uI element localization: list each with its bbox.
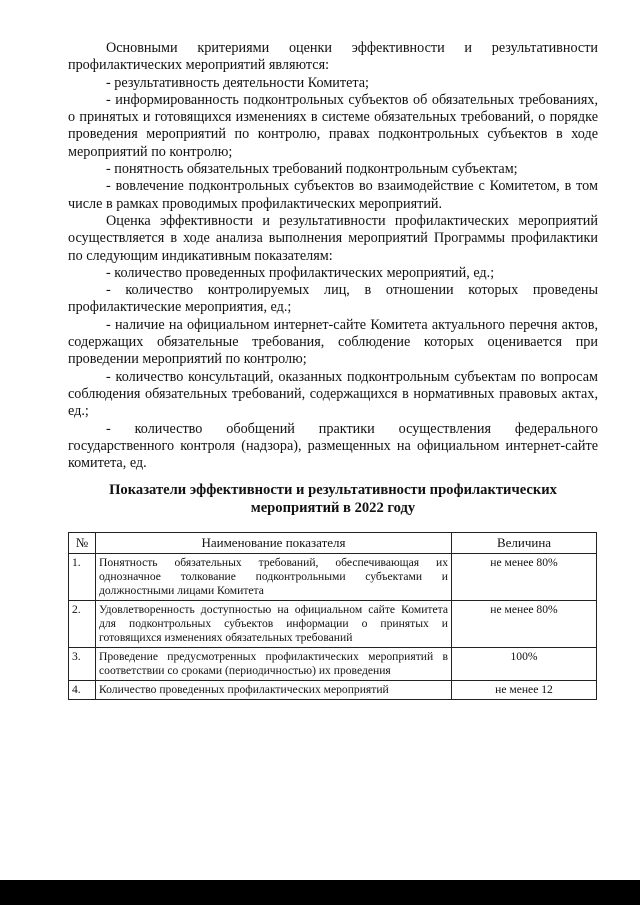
row-value: не менее 80% <box>452 601 597 648</box>
body-paragraph: - понятность обязательных требований подконтрольным субъектам; <box>106 161 518 178</box>
row-value: не менее 80% <box>452 554 597 601</box>
body-paragraph: - количество контролируемых лиц, в отношении которых проведены профилактические мероприятия, ед.; <box>68 282 598 316</box>
header-indicator-name: Наименование показателя <box>96 533 452 554</box>
row-value: 100% <box>452 648 597 681</box>
row-number: 1. <box>69 554 96 601</box>
header-number: № <box>69 533 96 554</box>
row-indicator-name: Количество проведенных профилактических мероприятий <box>96 681 452 700</box>
table-row <box>69 648 597 681</box>
scan-bottom-border <box>0 880 640 905</box>
indicators-table <box>68 532 597 700</box>
row-indicator-name: Удовлетворенность доступностью на официальном сайте Комитета для подконтрольных субъектов информации о принятых и готовящихся изменениях обязательных требований <box>96 601 452 648</box>
table-header-row <box>69 533 597 554</box>
row-indicator-name: Проведение предусмотренных профилактических мероприятий в соответствии со сроками (периодичностью) их проведения <box>96 648 452 681</box>
body-paragraph: Основными критериями оценки эффективности и результативности профилактических мероприятий являются: <box>68 40 598 74</box>
row-number: 4. <box>69 681 96 700</box>
header-value: Величина <box>452 533 597 554</box>
row-value: не менее 12 <box>452 681 597 700</box>
body-text <box>68 40 598 472</box>
row-indicator-name: Понятность обязательных требований, обеспечивающая их однозначное толкование подконтрольными субъектами и должностными лицами Комитета <box>96 554 452 601</box>
table-row <box>69 601 597 648</box>
body-paragraph: - количество обобщений практики осуществления федерального государственного контроля (надзора), размещенных на официальном интернет-сайте комитета, ед. <box>68 420 598 472</box>
body-paragraph: - информированность подконтрольных субъектов об обязательных требованиях, о принятых и готовящихся изменениях в системе обязательных требований, о порядке проведения мероприятий по контролю, правах подконтрольных субъектов в ходе мероприятий по контролю; <box>68 91 598 160</box>
body-paragraph: - количество проведенных профилактических мероприятий, ед.; <box>106 264 495 281</box>
table-row <box>69 681 597 700</box>
body-paragraph: - количество консультаций, оказанных подконтрольным субъектам по вопросам соблюдения обязательных требований, содержащихся в нормативных правовых актах, ед.; <box>68 368 598 420</box>
body-paragraph: - результативность деятельности Комитета; <box>106 74 369 91</box>
row-number: 3. <box>69 648 96 681</box>
table-title: Показатели эффективности и результативности профилактических мероприятий в 2022 году <box>109 482 557 516</box>
table-row <box>69 554 597 601</box>
body-paragraph: - наличие на официальном интернет-сайте Комитета актуального перечня актов, содержащих обязательные требования, соблюдение которых оценивается при проведении мероприятий по контролю; <box>68 316 598 368</box>
body-paragraph: - вовлечение подконтрольных субъектов во взаимодействие с Комитетом, в том числе в рамках проводимых профилактических мероприятий. <box>68 178 598 212</box>
body-paragraph: Оценка эффективности и результативности профилактических мероприятий осуществляется в ходе анализа выполнения мероприятий Программы профилактики по следующим индикативным показателям: <box>68 212 598 264</box>
row-number: 2. <box>69 601 96 648</box>
